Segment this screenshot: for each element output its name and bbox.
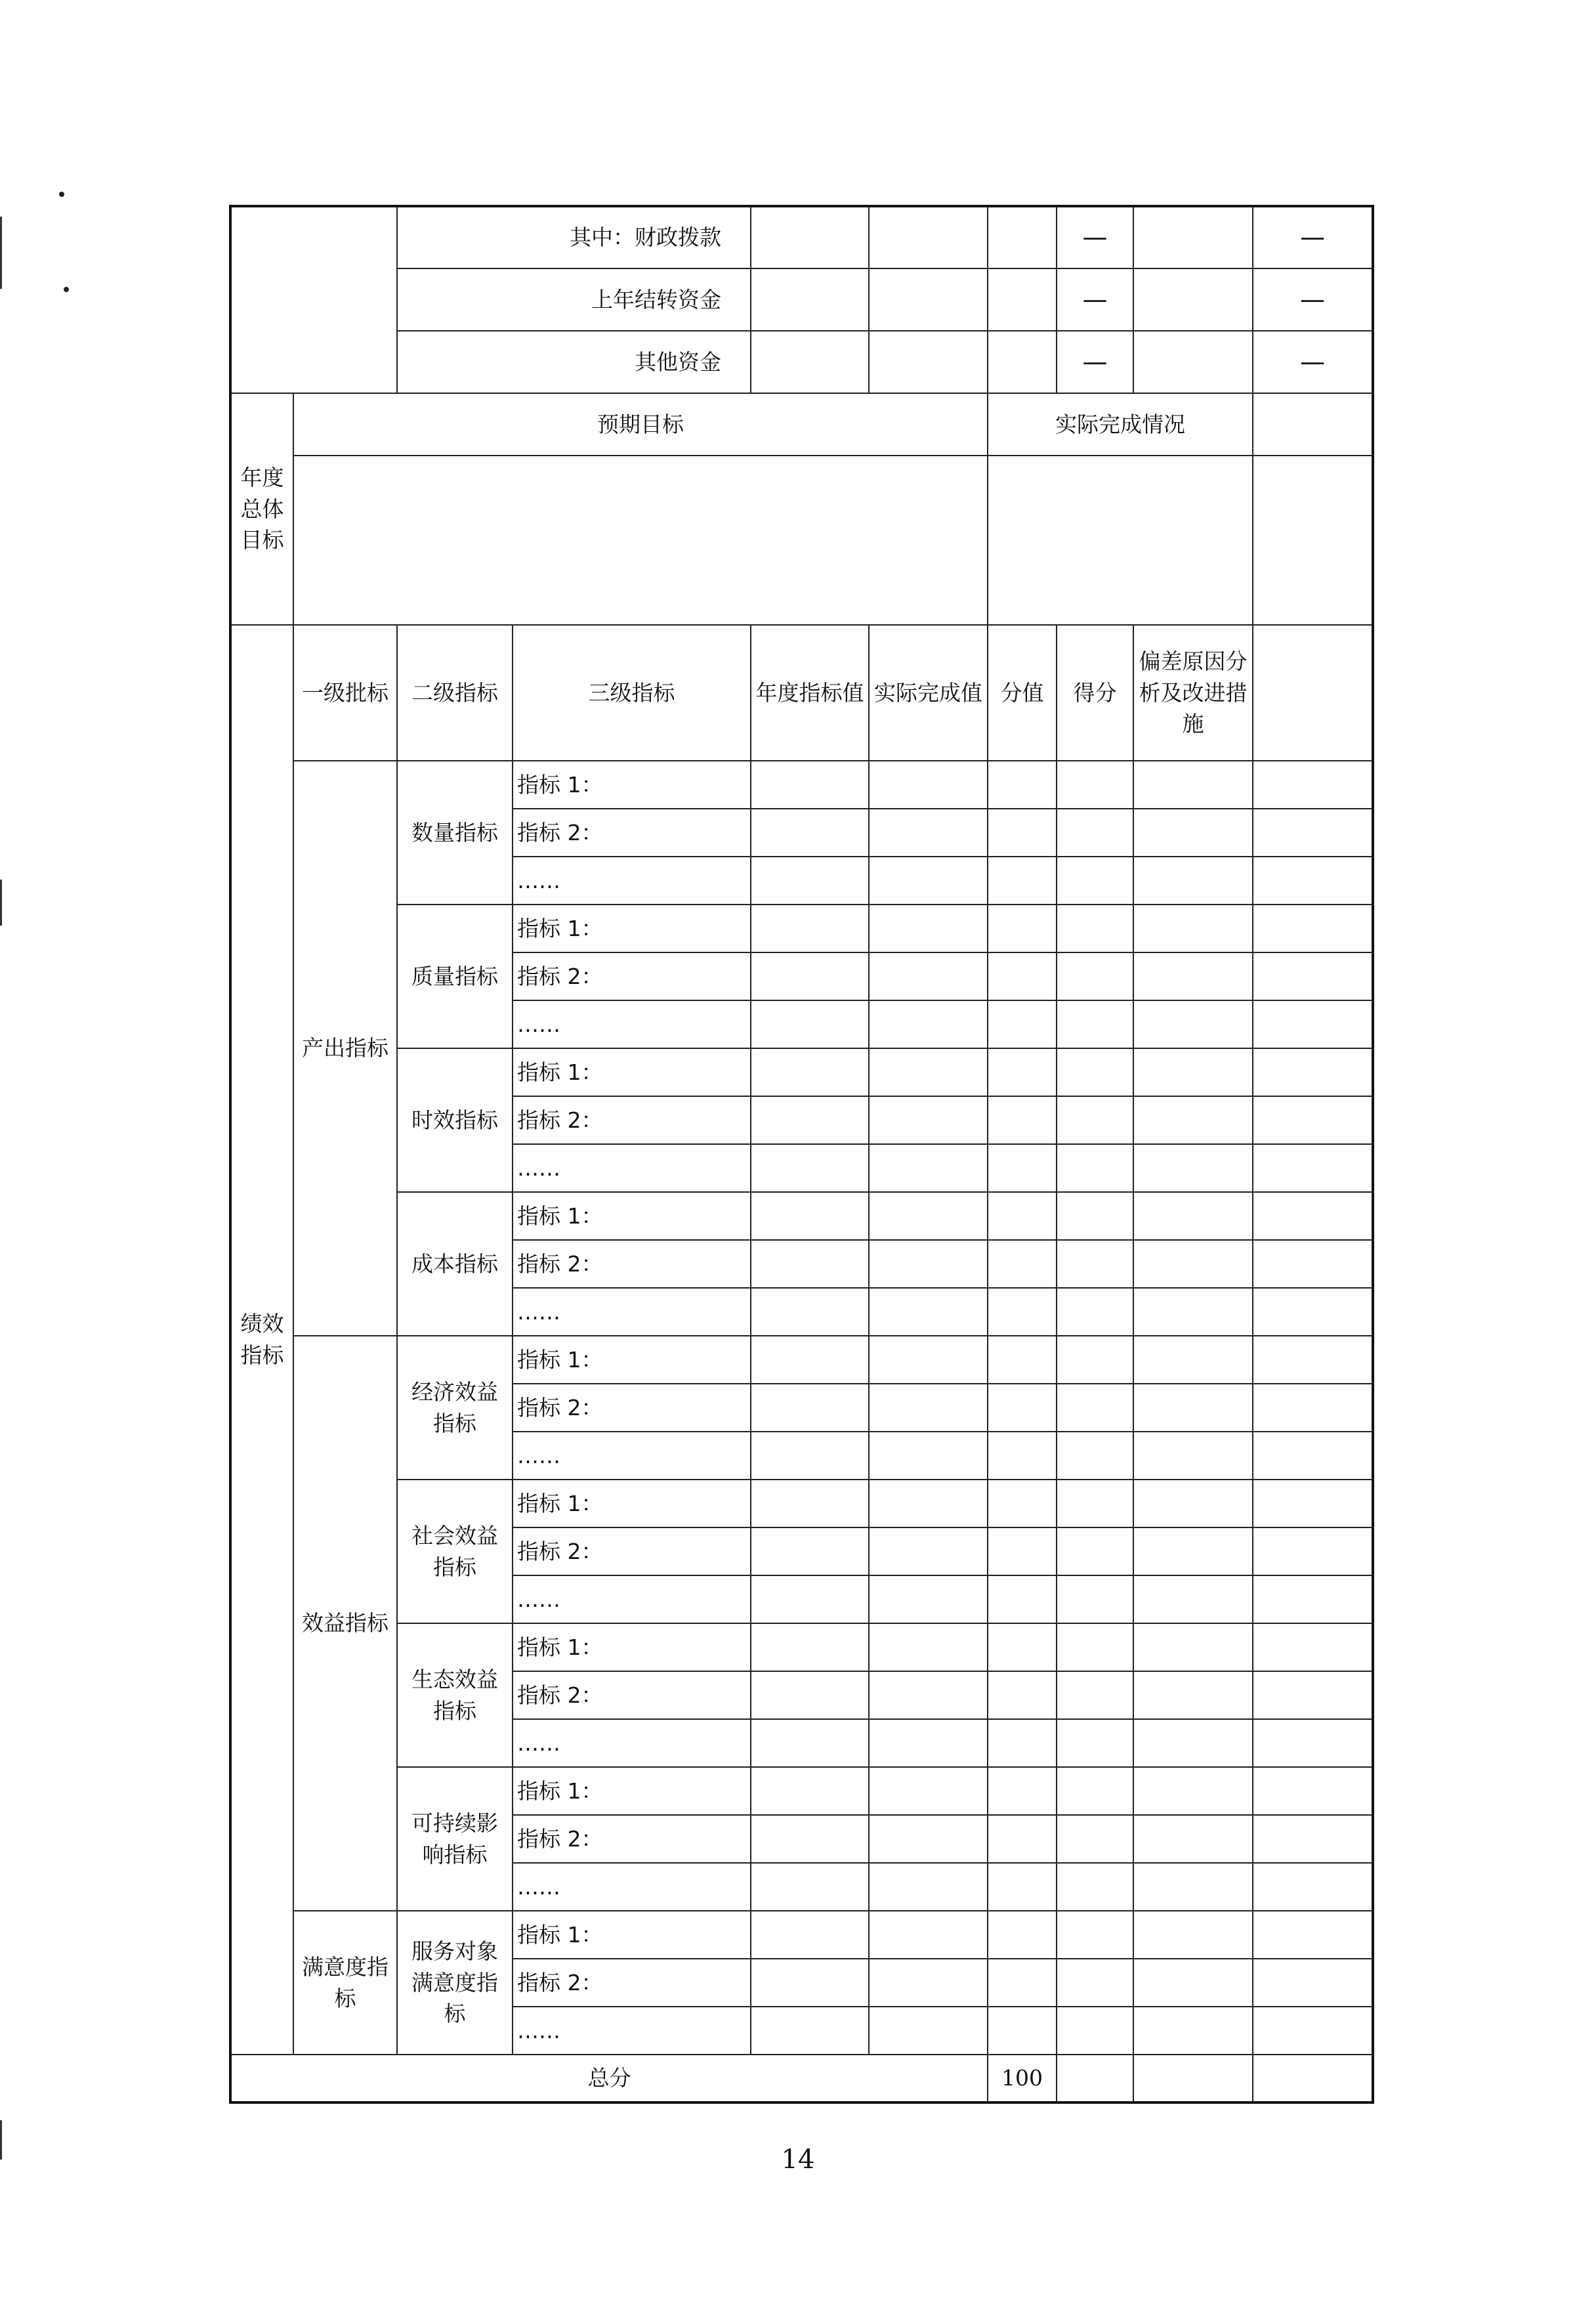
funding-cell[interactable] [869, 268, 988, 331]
annual-value-cell[interactable] [751, 1575, 869, 1623]
score-value-cell[interactable] [988, 809, 1057, 857]
score-value-cell[interactable] [988, 1863, 1057, 1911]
deviation-cell[interactable] [1133, 1959, 1253, 2007]
score-cell[interactable] [1057, 1911, 1133, 1959]
funding-cell[interactable] [869, 206, 988, 268]
deviation-cell[interactable] [1133, 905, 1253, 952]
funding-row [230, 331, 1373, 393]
level3-indicator: 指标 1： [513, 1911, 751, 1959]
score-value-cell[interactable] [988, 1336, 1057, 1384]
extra-column-cell [1253, 393, 1373, 456]
deviation-cell[interactable] [1133, 1480, 1253, 1527]
level3-indicator: …… [513, 1000, 751, 1048]
level2-indicator: 社会效益指标 [397, 1480, 513, 1623]
extra-column-cell [1253, 1432, 1373, 1480]
score-value-cell[interactable] [988, 1911, 1057, 1959]
funding-dash: — [1253, 331, 1373, 393]
extra-column-cell [1253, 809, 1373, 857]
header-actual-value: 实际完成值 [869, 625, 988, 761]
score-cell[interactable] [1057, 857, 1133, 905]
actual-value-cell[interactable] [869, 761, 988, 809]
score-value-cell[interactable] [988, 1959, 1057, 2007]
header-level1: 一级批标 [293, 625, 397, 761]
header-level3: 三级指标 [513, 625, 751, 761]
extra-column-cell [1253, 1671, 1373, 1719]
level1-indicator: 满意度指标 [293, 1911, 397, 2055]
score-cell[interactable] [1057, 1527, 1133, 1575]
score-cell[interactable] [1057, 1048, 1133, 1096]
annual-value-cell[interactable] [751, 1719, 869, 1767]
funding-row [230, 206, 1373, 268]
level3-indicator: 指标 1： [513, 1767, 751, 1815]
deviation-cell[interactable] [1133, 952, 1253, 1000]
level3-indicator: 指标 2： [513, 1096, 751, 1144]
total-value: 100 [988, 2055, 1057, 2102]
actual-value-cell[interactable] [869, 1719, 988, 1767]
deviation-cell[interactable] [1133, 1527, 1253, 1575]
score-cell[interactable] [1057, 1623, 1133, 1671]
level2-indicator: 生态效益指标 [397, 1623, 513, 1767]
annual-value-cell[interactable] [751, 2007, 869, 2055]
indicator-header-row [230, 625, 1373, 761]
score-value-cell[interactable] [988, 1000, 1057, 1048]
annual-value-cell[interactable] [751, 1384, 869, 1432]
actual-value-cell[interactable] [869, 1575, 988, 1623]
funding-cell[interactable] [751, 268, 869, 331]
level2-indicator: 经济效益指标 [397, 1336, 513, 1480]
score-value-cell[interactable] [988, 1527, 1057, 1575]
score-cell[interactable] [1057, 1096, 1133, 1144]
indicator-row [230, 1767, 1373, 1815]
level3-indicator: 指标 1： [513, 1048, 751, 1096]
score-value-cell[interactable] [988, 2007, 1057, 2055]
score-value-cell[interactable] [988, 1288, 1057, 1336]
actual-value-cell[interactable] [869, 2007, 988, 2055]
level3-indicator: 指标 2： [513, 1959, 751, 2007]
total-row [230, 2055, 1373, 2102]
deviation-cell[interactable] [1133, 1240, 1253, 1288]
deviation-cell[interactable] [1133, 1000, 1253, 1048]
deviation-cell[interactable] [1133, 761, 1253, 809]
level3-indicator: 指标 2： [513, 809, 751, 857]
funding-blank-cell [230, 206, 397, 393]
extra-column-cell [1253, 1911, 1373, 1959]
annual-value-cell[interactable] [751, 1240, 869, 1288]
actual-value-cell[interactable] [869, 952, 988, 1000]
level2-indicator: 时效指标 [397, 1048, 513, 1192]
deviation-cell[interactable] [1133, 809, 1253, 857]
score-value-cell[interactable] [988, 1144, 1057, 1192]
annual-value-cell[interactable] [751, 857, 869, 905]
annual-value-cell[interactable] [751, 1096, 869, 1144]
actual-value-cell[interactable] [869, 1240, 988, 1288]
annual-value-cell[interactable] [751, 1288, 869, 1336]
deviation-cell[interactable] [1133, 2007, 1253, 2055]
annual-value-cell[interactable] [751, 1959, 869, 2007]
actual-value-cell[interactable] [869, 857, 988, 905]
score-cell[interactable] [1057, 1719, 1133, 1767]
extra-column-cell [1253, 1959, 1373, 2007]
indicator-row [230, 1192, 1373, 1240]
score-cell[interactable] [1057, 905, 1133, 952]
deviation-cell[interactable] [1133, 1623, 1253, 1671]
deviation-cell[interactable] [1133, 1575, 1253, 1623]
annual-goal-content-row [230, 456, 1373, 625]
annual-value-cell[interactable] [751, 809, 869, 857]
funding-row [230, 268, 1373, 331]
level3-indicator: 指标 1： [513, 905, 751, 952]
score-value-cell[interactable] [988, 1048, 1057, 1096]
funding-label: 其中：财政拨款 [397, 206, 751, 268]
scan-speck [64, 287, 69, 292]
funding-dash: — [1253, 206, 1373, 268]
score-cell[interactable] [1057, 1432, 1133, 1480]
annual-value-cell[interactable] [751, 1000, 869, 1048]
extra-column-cell [1253, 625, 1373, 761]
performance-table [229, 205, 1374, 2104]
level3-indicator: …… [513, 1575, 751, 1623]
extra-column-cell [1253, 1336, 1373, 1384]
annual-value-cell[interactable] [751, 1863, 869, 1911]
level2-indicator: 质量指标 [397, 905, 513, 1048]
deviation-cell[interactable] [1133, 1767, 1253, 1815]
extra-column-cell [1253, 1192, 1373, 1240]
score-value-cell[interactable] [988, 1671, 1057, 1719]
score-value-cell[interactable] [988, 1384, 1057, 1432]
score-cell[interactable] [1057, 1480, 1133, 1527]
score-cell[interactable] [1057, 2007, 1133, 2055]
funding-cell[interactable] [1133, 268, 1253, 331]
funding-dash: — [1057, 331, 1133, 393]
expected-goal-input[interactable] [293, 456, 988, 625]
indicator-row [230, 1336, 1373, 1384]
score-cell[interactable] [1057, 1000, 1133, 1048]
actual-value-cell[interactable] [869, 1432, 988, 1480]
actual-value-cell[interactable] [869, 1623, 988, 1671]
deviation-cell[interactable] [1133, 1671, 1253, 1719]
level2-indicator: 服务对象满意度指标 [397, 1911, 513, 2055]
score-cell[interactable] [1057, 1384, 1133, 1432]
score-cell[interactable] [1057, 1192, 1133, 1240]
indicator-row [230, 1911, 1373, 1959]
score-cell[interactable] [1057, 1240, 1133, 1288]
level3-indicator: …… [513, 1719, 751, 1767]
header-level2: 二级指标 [397, 625, 513, 761]
extra-column-cell [1253, 761, 1373, 809]
deviation-cell[interactable] [1133, 1815, 1253, 1863]
funding-dash: — [1057, 206, 1133, 268]
level2-indicator: 数量指标 [397, 761, 513, 905]
funding-cell[interactable] [988, 206, 1057, 268]
annual-value-cell[interactable] [751, 1767, 869, 1815]
score-value-cell[interactable] [988, 1432, 1057, 1480]
extra-column-cell [1253, 1815, 1373, 1863]
actual-value-cell[interactable] [869, 905, 988, 952]
extra-column-cell [1253, 1767, 1373, 1815]
expected-goal-header: 预期目标 [293, 393, 988, 456]
annual-value-cell[interactable] [751, 1144, 869, 1192]
page-number: 14 [781, 2144, 815, 2175]
extra-column-cell [1253, 1863, 1373, 1911]
level3-indicator: 指标 1： [513, 1336, 751, 1384]
funding-cell[interactable] [988, 268, 1057, 331]
annual-value-cell[interactable] [751, 1432, 869, 1480]
level3-indicator: 指标 2： [513, 1671, 751, 1719]
header-score: 得分 [1057, 625, 1133, 761]
actual-value-cell[interactable] [869, 1288, 988, 1336]
actual-value-cell[interactable] [869, 1480, 988, 1527]
deviation-cell[interactable] [1133, 1144, 1253, 1192]
annual-value-cell[interactable] [751, 1336, 869, 1384]
annual-value-cell[interactable] [751, 1623, 869, 1671]
score-value-cell[interactable] [988, 1767, 1057, 1815]
extra-column-cell [1253, 1144, 1373, 1192]
actual-value-cell[interactable] [869, 809, 988, 857]
extra-column-cell [1253, 952, 1373, 1000]
funding-cell[interactable] [869, 331, 988, 393]
score-value-cell[interactable] [988, 761, 1057, 809]
score-value-cell[interactable] [988, 1815, 1057, 1863]
deviation-cell[interactable] [1133, 1192, 1253, 1240]
level1-indicator: 效益指标 [293, 1336, 397, 1911]
actual-completion-header: 实际完成情况 [988, 393, 1253, 456]
extra-column-cell [1253, 1575, 1373, 1623]
total-label: 总分 [230, 2055, 988, 2102]
extra-column-cell [1253, 456, 1373, 625]
extra-column-cell [1253, 2055, 1373, 2102]
indicator-row [230, 1480, 1373, 1527]
score-value-cell[interactable] [988, 1575, 1057, 1623]
level3-indicator: 指标 1： [513, 761, 751, 809]
score-value-cell[interactable] [988, 952, 1057, 1000]
score-value-cell[interactable] [988, 1623, 1057, 1671]
extra-column-cell [1253, 1480, 1373, 1527]
level3-indicator: …… [513, 1863, 751, 1911]
header-annual-value: 年度指标值 [751, 625, 869, 761]
level3-indicator: 指标 2： [513, 1240, 751, 1288]
funding-cell[interactable] [1133, 331, 1253, 393]
actual-value-cell[interactable] [869, 1384, 988, 1432]
score-cell[interactable] [1057, 1336, 1133, 1384]
score-cell[interactable] [1057, 1767, 1133, 1815]
indicator-row [230, 905, 1373, 952]
annual-value-cell[interactable] [751, 1527, 869, 1575]
extra-column-cell [1253, 905, 1373, 952]
indicator-row [230, 1048, 1373, 1096]
funding-label: 上年结转资金 [397, 268, 751, 331]
level3-indicator: 指标 1： [513, 1192, 751, 1240]
actual-value-cell[interactable] [869, 1911, 988, 1959]
indicator-row [230, 1623, 1373, 1671]
scan-edge-mark [0, 880, 2, 926]
actual-value-cell[interactable] [869, 1336, 988, 1384]
funding-dash: — [1253, 268, 1373, 331]
annual-value-cell[interactable] [751, 1911, 869, 1959]
score-cell[interactable] [1057, 1575, 1133, 1623]
annual-value-cell[interactable] [751, 1815, 869, 1863]
level2-indicator: 可持续影响指标 [397, 1767, 513, 1911]
performance-label: 绩效指标 [230, 625, 293, 2055]
funding-label: 其他资金 [397, 331, 751, 393]
annual-value-cell[interactable] [751, 905, 869, 952]
score-cell[interactable] [1057, 1959, 1133, 2007]
extra-column-cell [1253, 1527, 1373, 1575]
score-value-cell[interactable] [988, 1480, 1057, 1527]
score-value-cell[interactable] [988, 1240, 1057, 1288]
indicator-row [230, 761, 1373, 809]
extra-column-cell [1253, 1048, 1373, 1096]
extra-column-cell [1253, 857, 1373, 905]
header-deviation: 偏差原因分析及改进措施 [1133, 625, 1253, 761]
level3-indicator: 指标 2： [513, 1384, 751, 1432]
total-deviation-cell[interactable] [1133, 2055, 1253, 2102]
level3-indicator: 指标 2： [513, 952, 751, 1000]
annual-goal-header-row [230, 393, 1373, 456]
score-cell[interactable] [1057, 1671, 1133, 1719]
level3-indicator: 指标 2： [513, 1815, 751, 1863]
level3-indicator: …… [513, 1432, 751, 1480]
level3-indicator: 指标 1： [513, 1623, 751, 1671]
annual-value-cell[interactable] [751, 1192, 869, 1240]
score-value-cell[interactable] [988, 857, 1057, 905]
score-value-cell[interactable] [988, 1096, 1057, 1144]
funding-cell[interactable] [751, 331, 869, 393]
deviation-cell[interactable] [1133, 857, 1253, 905]
actual-value-cell[interactable] [869, 1959, 988, 2007]
actual-value-cell[interactable] [869, 1863, 988, 1911]
funding-dash: — [1057, 268, 1133, 331]
deviation-cell[interactable] [1133, 1719, 1253, 1767]
scan-speck [59, 192, 64, 197]
extra-column-cell [1253, 1623, 1373, 1671]
deviation-cell[interactable] [1133, 1911, 1253, 1959]
annual-value-cell[interactable] [751, 952, 869, 1000]
funding-cell[interactable] [988, 331, 1057, 393]
score-value-cell[interactable] [988, 1192, 1057, 1240]
level3-indicator: …… [513, 1288, 751, 1336]
annual-value-cell[interactable] [751, 1480, 869, 1527]
level3-indicator: 指标 2： [513, 1527, 751, 1575]
annual-value-cell[interactable] [751, 1048, 869, 1096]
actual-completion-input[interactable] [988, 456, 1253, 625]
extra-column-cell [1253, 1000, 1373, 1048]
deviation-cell[interactable] [1133, 1096, 1253, 1144]
actual-value-cell[interactable] [869, 1000, 988, 1048]
deviation-cell[interactable] [1133, 1863, 1253, 1911]
actual-value-cell[interactable] [869, 1096, 988, 1144]
score-cell[interactable] [1057, 1288, 1133, 1336]
scan-edge-mark [0, 217, 2, 289]
level2-indicator: 成本指标 [397, 1192, 513, 1336]
header-score-value: 分值 [988, 625, 1057, 761]
score-value-cell[interactable] [988, 1719, 1057, 1767]
deviation-cell[interactable] [1133, 1288, 1253, 1336]
score-cell[interactable] [1057, 1815, 1133, 1863]
actual-value-cell[interactable] [869, 1144, 988, 1192]
total-score-cell[interactable] [1057, 2055, 1133, 2102]
actual-value-cell[interactable] [869, 1192, 988, 1240]
level3-indicator: …… [513, 2007, 751, 2055]
score-cell[interactable] [1057, 809, 1133, 857]
score-value-cell[interactable] [988, 905, 1057, 952]
extra-column-cell [1253, 1384, 1373, 1432]
annual-value-cell[interactable] [751, 761, 869, 809]
actual-value-cell[interactable] [869, 1815, 988, 1863]
score-cell[interactable] [1057, 1144, 1133, 1192]
funding-cell[interactable] [1133, 206, 1253, 268]
extra-column-cell [1253, 1096, 1373, 1144]
extra-column-cell [1253, 1719, 1373, 1767]
extra-column-cell [1253, 1240, 1373, 1288]
annual-value-cell[interactable] [751, 1671, 869, 1719]
level3-indicator: …… [513, 857, 751, 905]
actual-value-cell[interactable] [869, 1527, 988, 1575]
level1-indicator: 产出指标 [293, 761, 397, 1336]
score-cell[interactable] [1057, 1863, 1133, 1911]
actual-value-cell[interactable] [869, 1767, 988, 1815]
score-cell[interactable] [1057, 952, 1133, 1000]
extra-column-cell [1253, 2007, 1373, 2055]
extra-column-cell [1253, 1288, 1373, 1336]
funding-cell[interactable] [751, 206, 869, 268]
deviation-cell[interactable] [1133, 1336, 1253, 1384]
score-cell[interactable] [1057, 761, 1133, 809]
level3-indicator: …… [513, 1144, 751, 1192]
actual-value-cell[interactable] [869, 1671, 988, 1719]
level3-indicator: 指标 1： [513, 1480, 751, 1527]
deviation-cell[interactable] [1133, 1432, 1253, 1480]
actual-value-cell[interactable] [869, 1048, 988, 1096]
deviation-cell[interactable] [1133, 1384, 1253, 1432]
annual-goal-label: 年度总体目标 [230, 393, 293, 625]
deviation-cell[interactable] [1133, 1048, 1253, 1096]
